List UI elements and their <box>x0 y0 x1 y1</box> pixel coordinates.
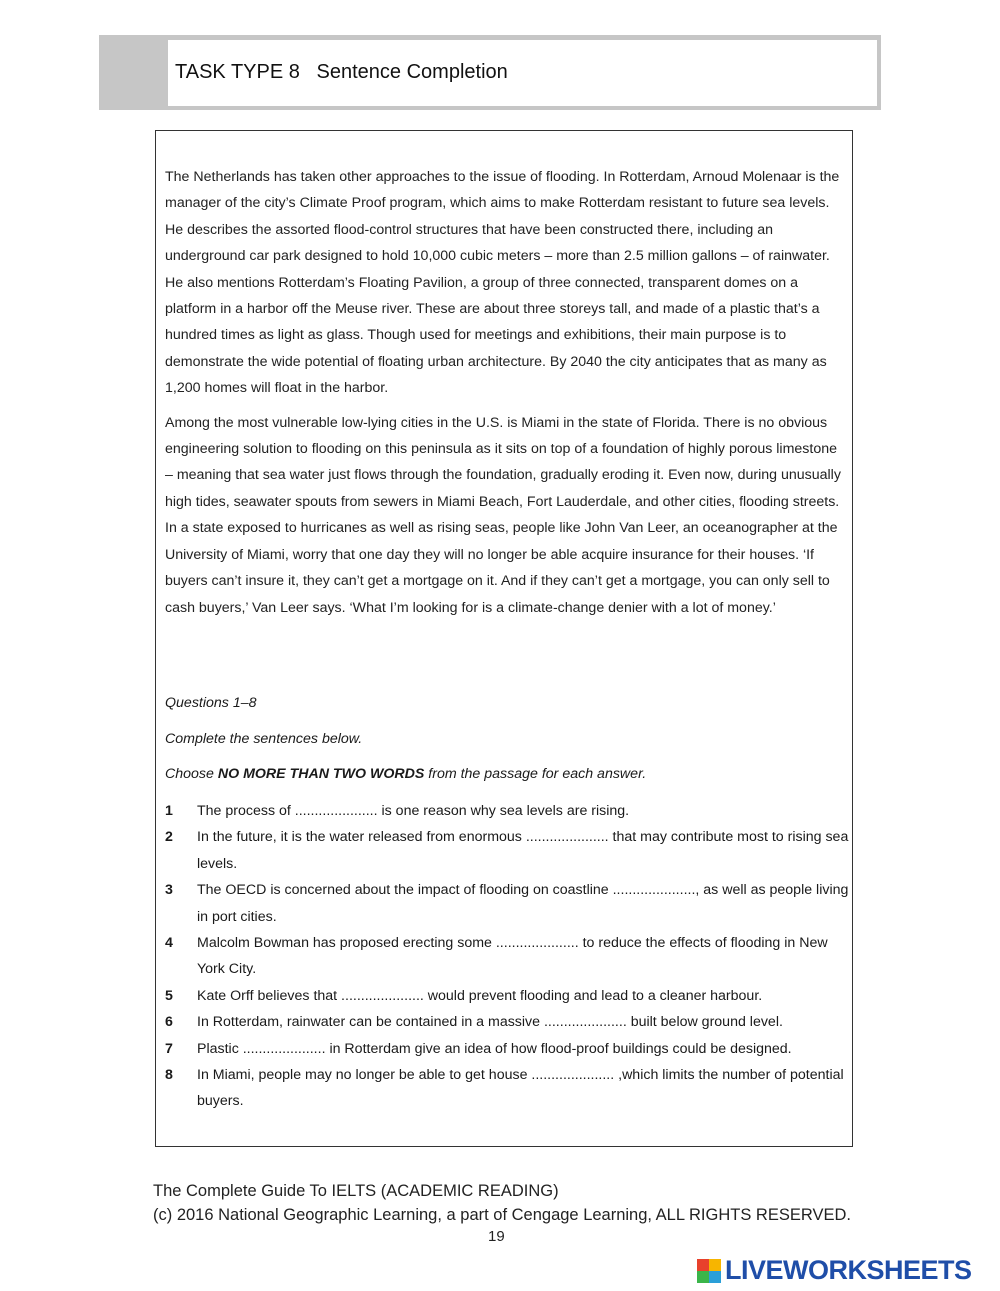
word-limit-post: from the passage for each answer. <box>424 766 647 782</box>
page-number: 19 <box>488 1228 505 1245</box>
question-list <box>165 798 850 1115</box>
question-number: 4 <box>165 935 173 952</box>
question-item <box>165 1009 850 1035</box>
question-text[interactable]: Malcolm Bowman has proposed erecting some ..................... to reduce the effects of flooding in New York City. <box>197 935 828 978</box>
question-text[interactable]: The process of ..................... is one reason why sea levels are rising. <box>197 803 630 819</box>
question-text[interactable]: In the future, it is the water released from enormous ..................... that may contribute most to rising sea levels. <box>197 829 849 872</box>
book-title: The Complete Guide To IELTS (ACADEMIC READING) <box>153 1182 559 1200</box>
question-item <box>165 930 850 983</box>
question-text[interactable]: Kate Orff believes that ..................... would prevent flooding and lead to a cleaner harbour. <box>197 987 763 1004</box>
questions-heading: Questions 1–8 <box>165 695 257 711</box>
question-number: 7 <box>165 1040 173 1057</box>
logo-square-red <box>697 1259 709 1271</box>
logo-square-yellow <box>709 1259 721 1271</box>
question-item <box>165 877 850 930</box>
question-item <box>165 1036 850 1062</box>
question-item <box>165 983 850 1009</box>
copyright-notice: (c) 2016 National Geographic Learning, a part of Cengage Learning, ALL RIGHTS RESERVED. <box>153 1206 851 1224</box>
question-item <box>165 1062 850 1115</box>
questions-word-limit <box>165 766 646 782</box>
passage-paragraph-1: The Netherlands has taken other approaches to the issue of flooding. In Rotterdam, Arnoud Molenaar is the manager of the city’s Climate Proof program, which aims to make Rotterdam resistant to future sea levels. He describes the assorted flood-control structures that have been constructed there, including an underground car park designed to hold 10,000 cubic meters – more than 2.5 million gallons – of rainwater. He also mentions Rotterdam’s Floating Pavilion, a group of three connected, transparent domes on a platform in a harbor off the Meuse river. These are about three storeys tall, and made of a plastic that’s a hundred times as light as glass. Though used for meetings and exhibitions, their main purpose is to demonstrate the wide potential of floating urban architecture. By 2040 the city anticipates that as many as 1,200 homes will float in the harbor. <box>165 169 840 397</box>
question-text[interactable]: Plastic ..................... in Rotterdam give an idea of how flood-proof buildings could be designed. <box>197 1040 792 1057</box>
logo-square-green <box>697 1271 709 1283</box>
reading-passage <box>165 164 845 621</box>
question-text[interactable]: In Miami, people may no longer be able to get house ..................... ,which limits the number of potential buyers. <box>197 1067 844 1110</box>
question-number: 3 <box>165 882 173 899</box>
question-number: 2 <box>165 829 173 846</box>
passage-paragraph-2: Among the most vulnerable low-lying cities in the U.S. is Miami in the state of Florida. There is no obvious engineering solution to flooding on this peninsula as it sits on top of a foundation of highly porous limestone – meaning that sea water just flows through the foundation, gradually eroding it. Even now, during unusually high tides, seawater spouts from sewers in Miami Beach, Fort Lauderdale, and other cities, flooding streets. In a state exposed to hurricanes as well as rising seas, people like John Van Leer, an oceanographer at the University of Miami, worry that one day they will no longer be able acquire insurance for their houses. ‘If buyers can’t insure it, they can’t get a mortgage on it. And if they can’t get a mortgage, you can only sell to cash buyers,’ Van Leer says. ‘What I’m looking for is a climate-change denier with a lot of money.’ <box>165 414 841 616</box>
question-text[interactable]: In Rotterdam, rainwater can be contained in a massive ..................... built below ground level. <box>197 1014 783 1031</box>
question-item <box>165 798 850 824</box>
liveworksheets-logo[interactable] <box>697 1255 972 1286</box>
question-number: 6 <box>165 1014 173 1031</box>
question-item <box>165 824 850 877</box>
brand-name: LIVEWORKSHEETS <box>725 1255 972 1285</box>
question-number: 1 <box>165 803 173 819</box>
word-limit-pre: Choose <box>165 766 218 782</box>
word-limit-bold: NO MORE THAN TWO WORDS <box>217 766 425 782</box>
logo-squares-icon <box>697 1259 721 1283</box>
question-text[interactable]: The OECD is concerned about the impact of flooding on coastline ....................., as well as people living in port cities. <box>197 882 849 925</box>
question-number: 5 <box>165 987 173 1004</box>
logo-square-blue <box>709 1271 721 1283</box>
questions-instruction: Complete the sentences below. <box>165 731 363 747</box>
question-number: 8 <box>165 1067 173 1084</box>
page-title: TASK TYPE 8 Sentence Completion <box>175 61 508 83</box>
